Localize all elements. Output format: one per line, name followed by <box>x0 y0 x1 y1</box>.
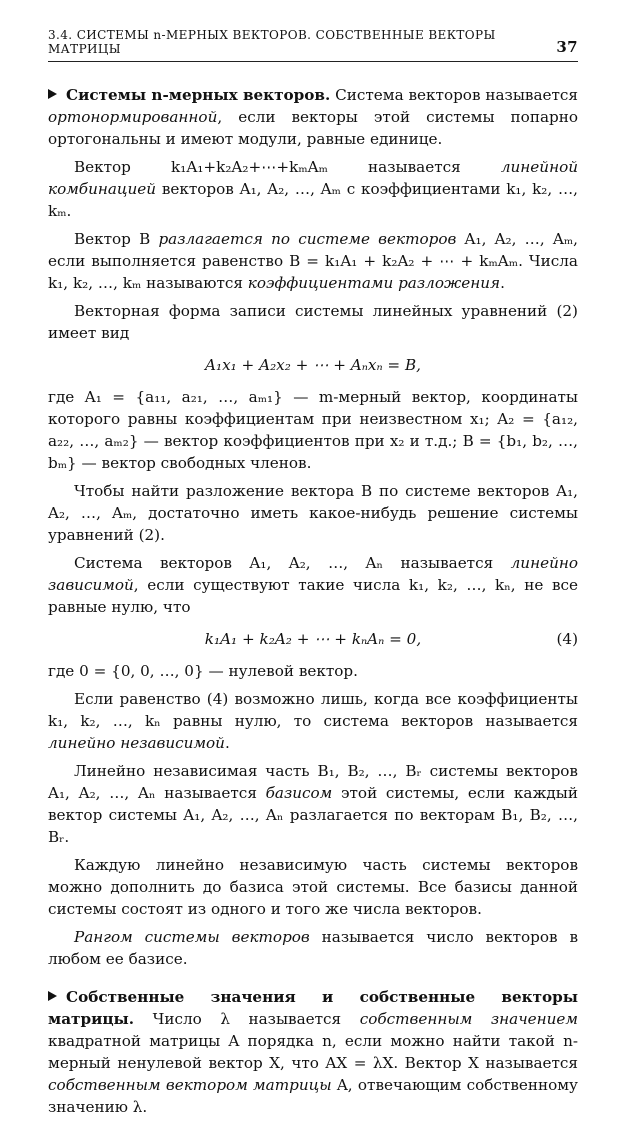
running-header <box>48 28 578 62</box>
section1-intro <box>48 84 578 150</box>
text: этой системы, если каждый вектор системы A₁, A₂, …, Aₙ разлагается по векторам B₁, B₂, …, Bᵣ. <box>48 784 578 846</box>
text: , если существуют такие числа k₁, k₂, …, kₙ, не все равные нулю, что <box>48 576 578 616</box>
formula-4-expression: k₁A₁ + k₂A₂ + ⋯ + kₙAₙ = 0, <box>204 630 422 648</box>
formula-4-number: (4) <box>556 630 578 648</box>
paragraph-zero-vector: где 0 = {0, 0, …, 0} — нулевой вектор. <box>48 662 358 680</box>
paragraph-where-a1: где A₁ = {a₁₁, a₂₁, …, aₘ₁} — m-мерный вектор, координаты которого равны коэффициентам при неизвестном x₁; A₂ = {a₁₂, a₂₂, …, aₘ₂} — вектор коэффициентов при x₂ и т.д.; B = {b₁, b₂, …, bₘ} — вектор свободных членов. <box>48 388 578 472</box>
paragraph-decomposition <box>48 228 578 294</box>
section1-heading: Системы n-мерных векторов. <box>66 86 331 104</box>
section2-intro <box>48 986 578 1118</box>
page-body <box>48 84 578 1118</box>
formula-vector-form: A₁x₁ + A₂x₂ + ⋯ + Aₙxₙ = B, <box>205 356 421 374</box>
term-eigenvector: собственным вектором матрицы <box>48 1076 332 1094</box>
text: Вектор k₁A₁+k₂A₂+⋯+kₘAₘ называется <box>74 158 501 176</box>
formula-4 <box>48 628 578 650</box>
paragraph-rank <box>48 926 578 970</box>
text: . <box>224 734 230 752</box>
paragraph-complete-basis: Каждую линейно независимую часть системы векторов можно дополнить до базиса этой системы. Все базисы данной системы состоят из одного и того же числа векторов. <box>48 856 578 918</box>
section-marker-icon <box>48 89 57 99</box>
text: квадратной матрицы A порядка n, если можно найти такой n-мерный ненулевой вектор X, что AX = λX. Вектор X называется <box>48 1032 578 1072</box>
text: Система векторов называется <box>335 86 578 104</box>
page <box>48 28 578 1124</box>
text: , если векторы этой системы попарно ортогональны и имеют модули, равные единице. <box>48 108 578 148</box>
term-rank: Рангом системы векторов <box>74 928 310 946</box>
text: Если равенство (4) возможно лишь, когда все коэффициенты k₁, k₂, …, kₙ равны нулю, то система векторов называется <box>48 690 578 730</box>
text: векторов A₁, A₂, …, Aₘ с коэффициентами k₁, k₂, …, kₘ. <box>48 180 578 220</box>
term-decomposes: разлагается по системе векторов <box>158 230 457 248</box>
paragraph-vector-form: Векторная форма записи системы линейных уравнений (2) имеет вид <box>48 302 578 342</box>
paragraph-linearly-independent <box>48 688 578 754</box>
term-eigenvalue: собственным значением <box>359 1010 579 1028</box>
text: называется число векторов в любом ее базисе. <box>48 928 578 968</box>
paragraph-basis <box>48 760 578 848</box>
text: A, отвечающим собственному значению λ. <box>48 1076 578 1116</box>
text: Система векторов A₁, A₂, …, Aₙ называется <box>74 554 511 572</box>
paragraph-linear-combination <box>48 156 578 222</box>
section2-heading: Собственные значения и собственные векторы матрицы. <box>48 988 578 1028</box>
text: . <box>500 274 505 292</box>
text: Вектор B <box>74 230 159 248</box>
term-coefficients: коэффициентами разложения <box>247 274 501 292</box>
paragraph-find-decomposition: Чтобы найти разложение вектора B по системе векторов A₁, A₂, …, Aₘ, достаточно иметь какое-нибудь решение системы уравнений (2). <box>48 482 578 544</box>
text: A₁, A₂, …, Aₘ, если выполняется равенство B = k₁A₁ + k₂A₂ + ⋯ + kₘAₘ. Числа k₁, k₂, …, kₘ называются <box>48 230 578 292</box>
term-linear-combination: линейной комбинацией <box>48 158 578 198</box>
running-title: 3.4. СИСТЕМЫ n-МЕРНЫХ ВЕКТОРОВ. СОБСТВЕННЫЕ ВЕКТОРЫ МАТРИЦЫ <box>48 28 496 56</box>
term-linearly-dependent: линейно зависимой <box>48 554 578 594</box>
term-basis: базисом <box>265 784 333 802</box>
text: Число λ называется <box>134 1010 360 1028</box>
term-linearly-independent: линейно независимой <box>48 734 225 752</box>
text: Линейно независимая часть B₁, B₂, …, Bᵣ системы векторов A₁, A₂, …, Aₙ называется <box>48 762 578 802</box>
page-number: 37 <box>556 38 578 56</box>
term-orthonormal: ортонормированной <box>48 108 218 126</box>
paragraph-linearly-dependent <box>48 552 578 618</box>
